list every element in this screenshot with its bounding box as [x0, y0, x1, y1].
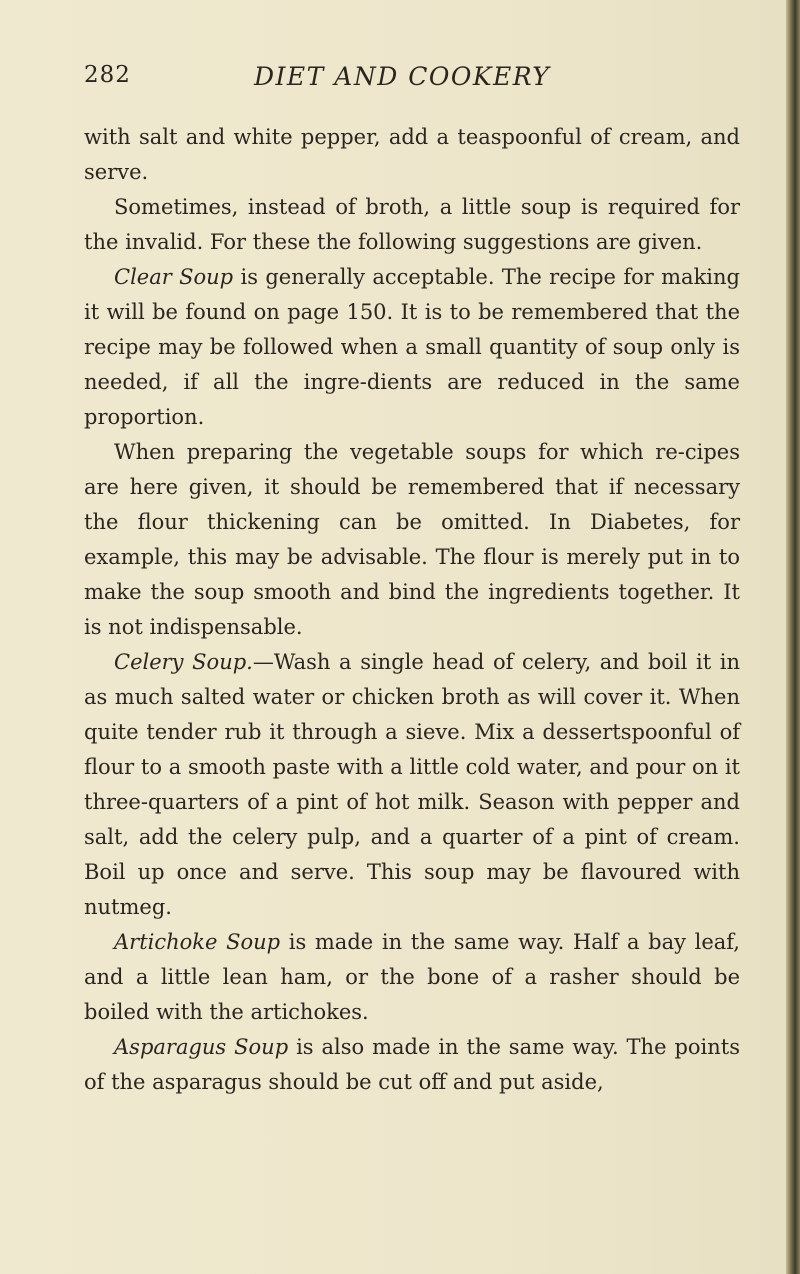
paragraph-text: Sometimes, instead of broth, a little soup is required for the invalid. For these the following suggestions are given. [84, 195, 740, 254]
paragraph-clear-soup [84, 260, 740, 435]
paragraph-text: is generally acceptable. The recipe for making it will be found on page 150. It is to be remembered that the recipe may be followed when a small quantity of soup only is needed, if all the ingre-dients are reduced in the same proportion. [84, 265, 740, 429]
paragraph-text: with salt and white pepper, add a teaspoonful of cream, and serve. [84, 125, 740, 184]
paragraph-text: is also made in the same way. The points of the asparagus should be cut off and put aside, [84, 1035, 740, 1094]
paragraph-text: is made in the same way. Half a bay leaf, and a little lean ham, or the bone of a rasher should be boiled with the artichokes. [84, 930, 740, 1024]
recipe-title: Artichoke Soup [114, 930, 281, 954]
recipe-title: Celery Soup. [114, 650, 253, 674]
book-spine-edge [786, 0, 800, 1274]
page-body [84, 120, 740, 1100]
page-header [84, 62, 744, 98]
paragraph-asparagus-soup [84, 1030, 740, 1100]
paragraph-text: —Wash a single head of celery, and boil it in as much salted water or chicken broth as will cover it. When quite tender rub it through a sieve. Mix a dessertspoonful of flour to a smooth paste with a little cold water, and pour on it three-quarters of a pint of hot milk. Season with pepper and salt, add the celery pulp, and a quarter of a pint of cream. Boil up once and serve. This soup may be flavoured with nutmeg. [84, 650, 741, 919]
paragraph-artichoke-soup [84, 925, 740, 1030]
recipe-title: Asparagus Soup [114, 1035, 289, 1059]
paragraph-vegetable-soups [84, 435, 740, 645]
paragraph-text: When preparing the vegetable soups for which re-cipes are here given, it should be remembered that if necessary the flour thickening can be omitted. In Diabetes, for example, this may be advisable. The flour is merely put in to make the soup smooth and bind the ingredients together. It is not indispensable. [84, 440, 740, 639]
paragraph-broth-alternative [84, 190, 740, 260]
recipe-title: Clear Soup [114, 265, 234, 289]
page-number: 282 [84, 62, 131, 88]
paragraph-celery-soup [84, 645, 740, 925]
running-title: DIET AND COOKERY [254, 62, 551, 91]
paragraph-continuation [84, 120, 740, 190]
